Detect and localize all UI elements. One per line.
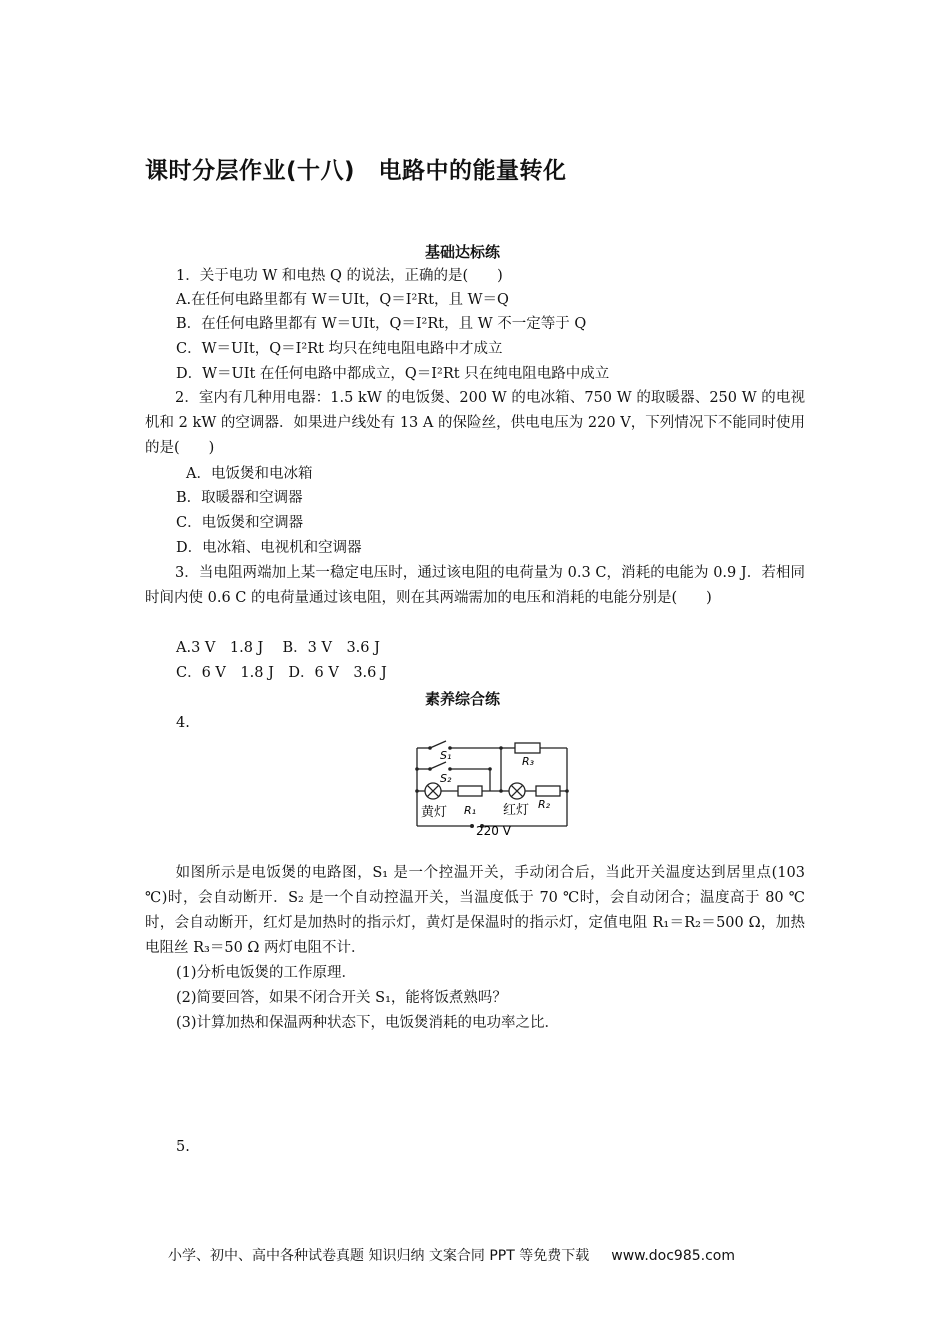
q1-option-d: D．W＝UIt 在任何电路中都成立，Q＝I²Rt 只在纯电阻电路中成立 (176, 366, 610, 382)
label-voltage: 220 V (476, 824, 511, 836)
q2-stem-text: 2．室内有几种用电器：1.5 kW 的电饭煲、200 W 的电冰箱、750 W 的取暖器、250 W 的电视机和 2 kW 的空调器．如果进户线处有 13 A 的保险丝，供电电压为 220 V，下列情况下不能同时使用的是( ) (145, 390, 805, 456)
q1-stem: 1．关于电功 W 和电热 Q 的说法，正确的是( ) (176, 268, 503, 284)
q3-stem (145, 561, 805, 611)
label-r2: R₂ (538, 798, 551, 811)
label-yellow-lamp: 黄灯 (421, 805, 448, 820)
footer-text: 小学、初中、高中各种试卷真题 知识归纳 文案合同 PPT 等免费下载 (168, 1248, 590, 1264)
q4-sub-1: (1)分析电饭煲的工作原理． (176, 965, 357, 981)
q3-options-row2: C．6 V 1.8 J D．6 V 3.6 J (176, 665, 387, 681)
section-heading-basic: 基础达标练 (425, 243, 501, 261)
q4-sub-3: (3)计算加热和保温两种状态下，电饭煲消耗的电功率之比． (176, 1015, 560, 1031)
q2-option-b: B．取暖器和空调器 (176, 490, 303, 506)
footer (168, 1245, 735, 1265)
q2-stem (145, 386, 805, 461)
q5-number: 5. (176, 1139, 190, 1155)
q4-number: 4. (176, 715, 190, 731)
q3-stem-text: 3．当电阻两端加上某一稳定电压时，通过该电阻的电荷量为 0.3 C，消耗的电能为 0.9 J．若相同时间内使 0.6 C 的电荷量通过该电阻，则在其两端需加的电压和消耗的电能分别是( ) (145, 565, 805, 606)
label-r1: R₁ (464, 804, 477, 817)
label-r3: R₃ (522, 755, 535, 768)
q1-option-b: B．在任何电路里都有 W＝UIt，Q＝I²Rt，且 W 不一定等于 Q (176, 316, 587, 332)
q1-option-c: C．W＝UIt，Q＝I²Rt 均只在纯电阻电路中才成立 (176, 341, 503, 357)
q4-sub-2: (2)简要回答，如果不闭合开关 S₁，能将饭煮熟吗？ (176, 990, 507, 1006)
q3-options-row1: A.3 V 1.8 J B．3 V 3.6 J (176, 640, 380, 656)
footer-url[interactable]: www.doc985.com (611, 1248, 735, 1264)
q1-option-a: A.在任何电路里都有 W＝UIt，Q＝I²Rt，且 W＝Q (176, 292, 509, 308)
page-title: 课时分层作业(十八) 电路中的能量转化 (145, 158, 567, 184)
rice-cooker-circuit-diagram (410, 736, 575, 836)
section-heading-advanced: 素养综合练 (425, 690, 501, 708)
q2-option-d: D．电冰箱、电视机和空调器 (176, 540, 362, 556)
q2-option-a: A．电饭煲和电冰箱 (186, 466, 313, 482)
q2-option-c: C．电饭煲和空调器 (176, 515, 304, 531)
q4-text (145, 861, 805, 961)
q4-text-body: 如图所示是电饭煲的电路图，S₁ 是一个控温开关，手动闭合后，当此开关温度达到居里点(103 ℃)时，会自动断开．S₂ 是一个自动控温开关，当温度低于 70 ℃时，会自动闭合；温度高于 80 ℃时，会自动断开，红灯是加热时的指示灯，黄灯是保温时的指示灯，定值电阻 R₁＝R₂＝500 Ω，加热电阻丝 R₃＝50 Ω 两灯电阻不计． (145, 865, 805, 956)
label-red-lamp: 红灯 (503, 803, 530, 818)
label-s1: S₁ (440, 749, 452, 762)
label-s2: S₂ (440, 772, 452, 785)
